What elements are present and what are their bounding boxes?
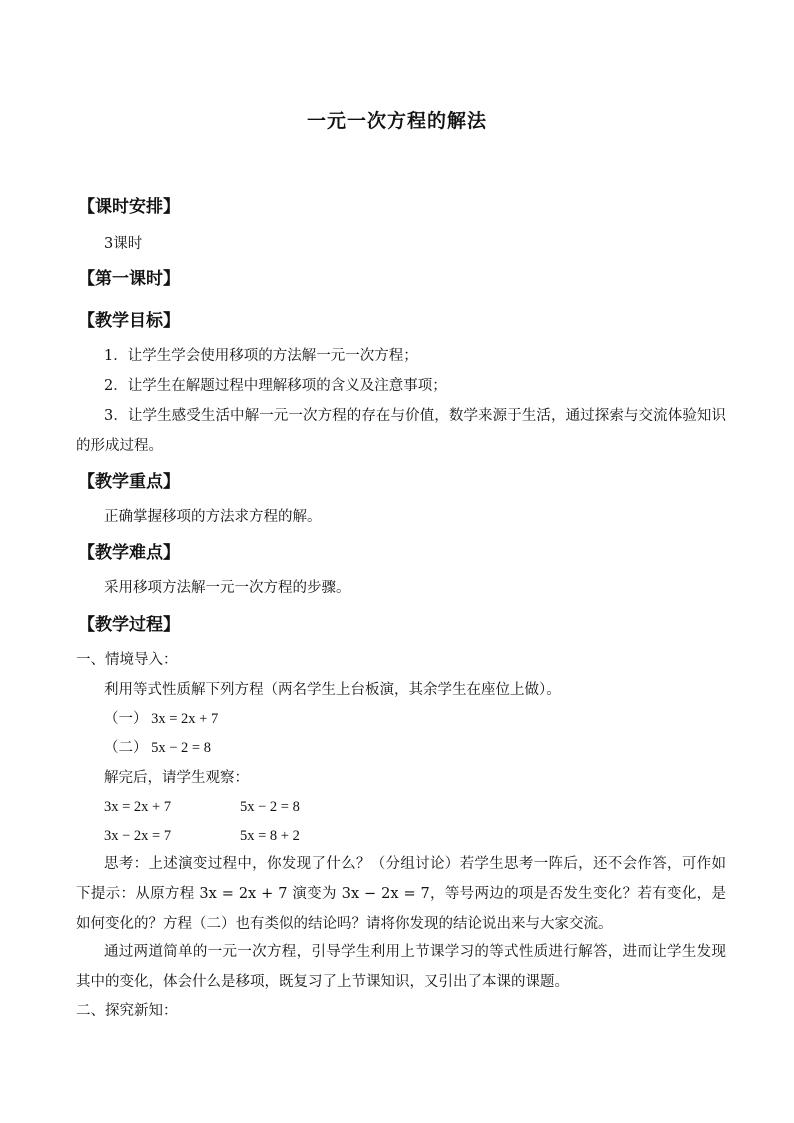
think-paragraph: 思考：上述演变过程中，你发现了什么？（分组讨论）若学生思考一阵后，还不会作答，可作如下提示：从原方程 3x = 2x + 7 演变为 3x − 2x = 7，等号两边的项是否发生变化？若有变化，是如何变化的？方程（二）也有类似的结论吗？请将你发现的结论说出来与大家交流。 <box>76 856 726 932</box>
observe-eq-a2: 3x − 2x = 7 <box>104 828 172 844</box>
schedule-text: 3课时 <box>104 236 143 252</box>
heading-process: 【教学过程】 <box>78 615 180 635</box>
heading-first-lesson: 【第一课时】 <box>78 269 180 289</box>
goal-item-2: 2．让学生在解题过程中理解移项的含义及注意事项； <box>104 378 447 394</box>
observe-eq-b2: 5x = 8 + 2 <box>240 828 300 844</box>
goal-item-3: 3．让学生感受生活中解一元一次方程的存在与价值，数学来源于生活，通过探索与交流体验知识的形成过程。 <box>76 408 726 454</box>
observe-eq-a1: 3x = 2x + 7 <box>104 799 172 815</box>
difficult-points-text: 采用移项方法解一元一次方程的步骤。 <box>104 580 351 596</box>
heading-goals: 【教学目标】 <box>78 311 180 331</box>
heading-key-points: 【教学重点】 <box>78 472 180 492</box>
equation-2: （二） 5x − 2 = 8 <box>104 740 211 756</box>
section-1-title: 一、情境导入： <box>76 652 178 668</box>
observe-eq-b1: 5x − 2 = 8 <box>240 799 300 815</box>
heading-difficult-points: 【教学难点】 <box>78 543 180 563</box>
equation-1: （一） 3x = 2x + 7 <box>104 711 219 727</box>
document-title: 一元一次方程的解法 <box>306 110 487 132</box>
heading-schedule: 【课时安排】 <box>78 197 180 217</box>
section-1-intro: 利用等式性质解下列方程（两名学生上台板演，其余学生在座位上做）。 <box>104 682 561 698</box>
goal-item-1: 1．让学生学会使用移项的方法解一元一次方程； <box>104 348 418 364</box>
observe-text: 解完后，请学生观察： <box>104 770 249 786</box>
key-points-text: 正确掌握移项的方法求方程的解。 <box>104 509 322 525</box>
summary-paragraph: 通过两道简单的一元一次方程，引导学生利用上节课学习的等式性质进行解答，进而让学生发现其中的变化，体会什么是移项，既复习了上节课知识，又引出了本课的课题。 <box>76 944 726 990</box>
section-2-title: 二、探究新知： <box>76 1003 178 1019</box>
